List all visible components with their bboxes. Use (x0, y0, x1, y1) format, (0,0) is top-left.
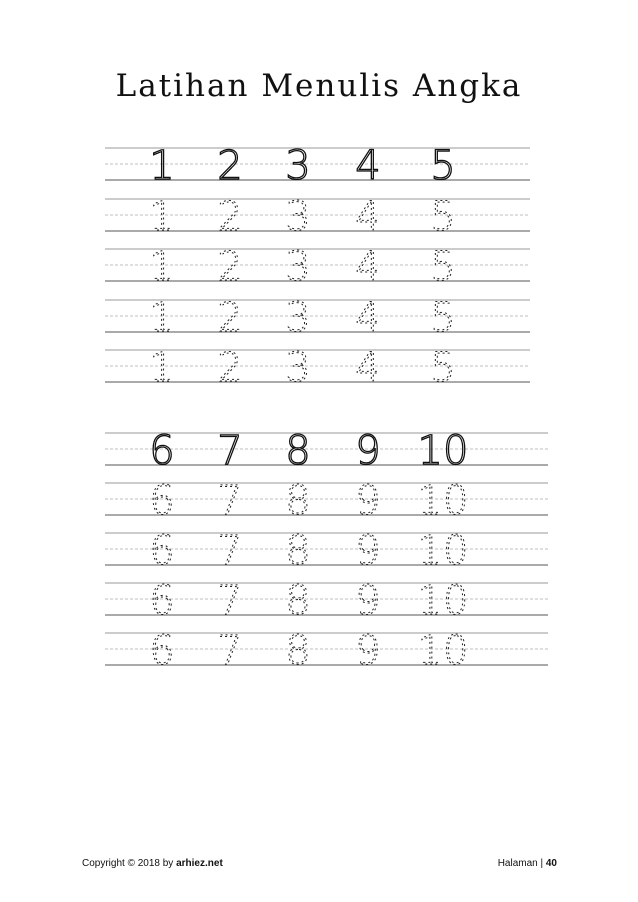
trace-digit-10: 10 (417, 578, 469, 624)
trace-digit-4: 4 (355, 194, 381, 240)
page-title: Latihan Menulis Angka (115, 68, 523, 104)
trace-digit-8: 8 (285, 478, 311, 524)
trace-digit-8: 8 (285, 528, 311, 574)
trace-digit-1: 1 (149, 194, 175, 240)
trace-digit-5: 5 (430, 295, 456, 341)
model-digit-10: 10 (417, 428, 469, 474)
footer-page (498, 858, 557, 869)
page-number: 40 (545, 858, 557, 869)
trace-digit-3: 3 (285, 244, 311, 290)
trace-digit-5: 5 (430, 345, 456, 391)
trace-digit-7: 7 (217, 578, 243, 624)
trace-digit-4: 4 (355, 345, 381, 391)
trace-digit-3: 3 (285, 295, 311, 341)
trace-digit-6: 6 (149, 578, 175, 624)
copyright-text: Copyright © 2018 by (82, 858, 177, 869)
trace-digit-3: 3 (285, 345, 311, 391)
model-digit-5: 5 (430, 143, 456, 189)
trace-digit-5: 5 (430, 194, 456, 240)
trace-digit-10: 10 (417, 478, 469, 524)
model-digit-9: 9 (355, 428, 381, 474)
trace-digit-6: 6 (149, 628, 175, 674)
trace-digit-10: 10 (417, 628, 469, 674)
model-digit-8: 8 (285, 428, 311, 474)
trace-digit-9: 9 (355, 578, 381, 624)
model-digit-6: 6 (149, 428, 175, 474)
model-digit-4: 4 (355, 143, 381, 189)
footer-copyright (82, 858, 223, 869)
trace-digit-1: 1 (149, 345, 175, 391)
trace-digit-8: 8 (285, 578, 311, 624)
trace-digit-9: 9 (355, 478, 381, 524)
trace-digit-4: 4 (355, 295, 381, 341)
trace-digit-7: 7 (217, 528, 243, 574)
trace-digit-7: 7 (217, 478, 243, 524)
model-digit-1: 1 (149, 143, 175, 189)
trace-digit-2: 2 (217, 194, 243, 240)
trace-digit-2: 2 (217, 345, 243, 391)
trace-digit-2: 2 (217, 244, 243, 290)
page-label: Halaman | (497, 858, 546, 869)
trace-digit-9: 9 (355, 528, 381, 574)
trace-digit-4: 4 (355, 244, 381, 290)
trace-digit-8: 8 (285, 628, 311, 674)
trace-digit-1: 1 (149, 295, 175, 341)
trace-digit-1: 1 (149, 244, 175, 290)
trace-digit-6: 6 (149, 478, 175, 524)
trace-digit-2: 2 (217, 295, 243, 341)
trace-digit-7: 7 (217, 628, 243, 674)
model-digit-3: 3 (285, 143, 311, 189)
trace-digit-6: 6 (149, 528, 175, 574)
model-digit-2: 2 (217, 143, 243, 189)
site-name: arhiez.net (176, 858, 223, 869)
trace-digit-10: 10 (417, 528, 469, 574)
trace-digit-5: 5 (430, 244, 456, 290)
trace-digit-9: 9 (355, 628, 381, 674)
model-digit-7: 7 (217, 428, 243, 474)
trace-digit-3: 3 (285, 194, 311, 240)
